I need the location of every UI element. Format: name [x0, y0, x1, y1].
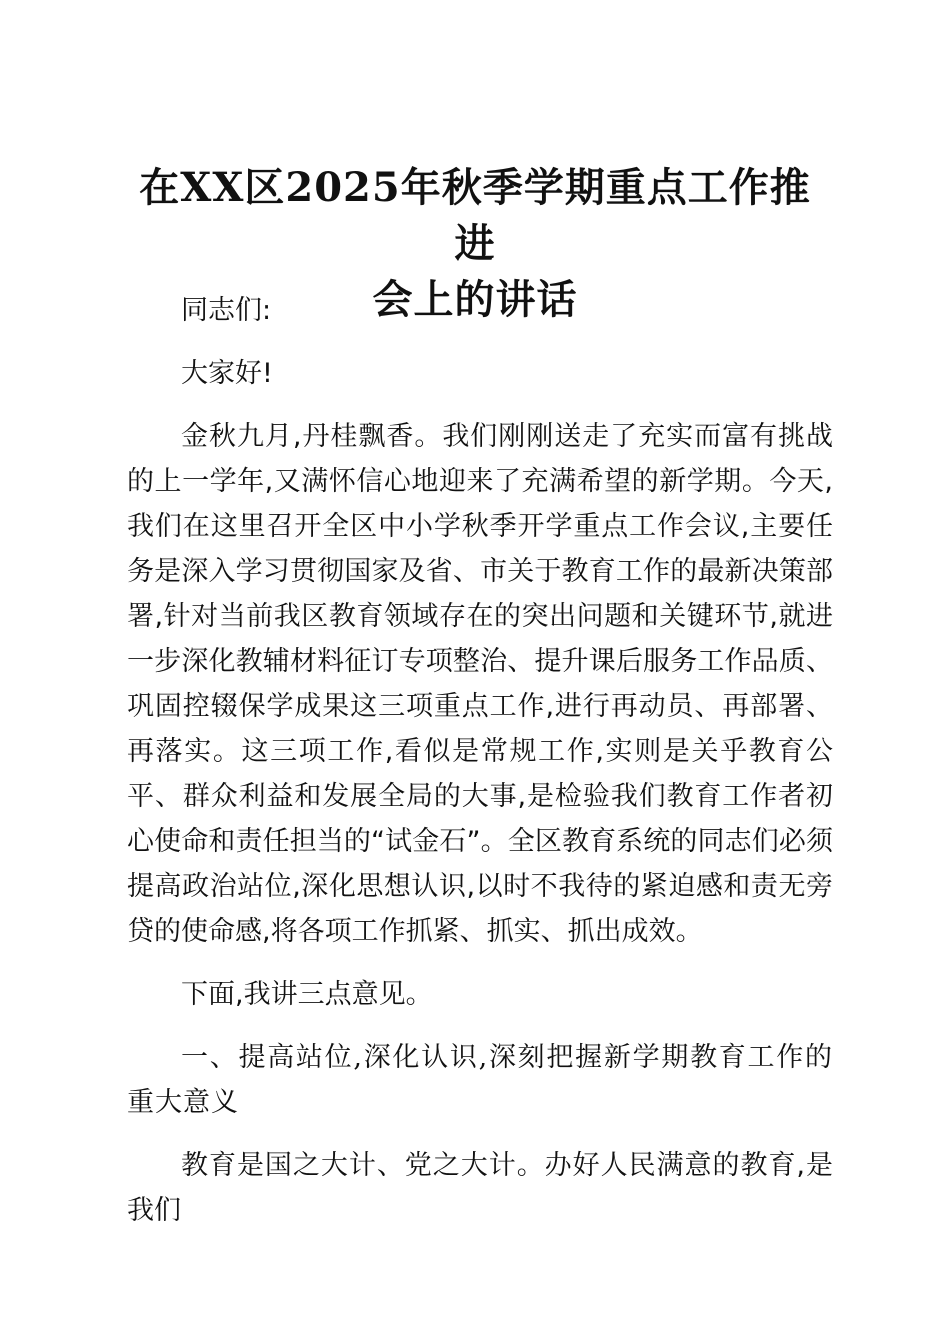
section-heading: 一、提高站位,深化认识,深刻把握新学期教育工作的重大意义 [127, 1042, 833, 1118]
salutation: 同志们: [181, 295, 272, 326]
document-body [127, 288, 833, 1251]
transition-paragraph: 下面,我讲三点意见。 [181, 979, 433, 1010]
title-line-1: 在XX区2025年秋季学期重点工作推进 [139, 164, 811, 267]
greeting: 大家好! [181, 358, 273, 389]
opening-paragraph: 金秋九月,丹桂飘香。我们刚刚送走了充实而富有挑战的上一学年,又满怀信心地迎来了充满希望的新学期。今天,我们在这里召开全区中小学秋季开学重点工作会议,主要任务是深入学习贯彻国家及省、市关于教育工作的最新决策部署,针对当前我区教育领域存在的突出问题和关键环节,就进一步深化教辅材料征订专项整治、提升课后服务工作品质、巩固控辍保学成果这三项重点工作,进行再动员、再部署、再落实。这三项工作,看似是常规工作,实则是关乎教育公平、群众利益和发展全局的大事,是检验我们教育工作者初心使命和责任担当的“试金石”。全区教育系统的同志们必须提高政治站位,深化思想认识,以时不我待的紧迫感和责无旁贷的使命感,将各项工作抓紧、抓实、抓出成效。 [127, 421, 833, 947]
section-paragraph: 教育是国之大计、党之大计。办好人民满意的教育,是我们 [127, 1150, 833, 1226]
title-line-2: 会上的讲话 [372, 276, 578, 323]
